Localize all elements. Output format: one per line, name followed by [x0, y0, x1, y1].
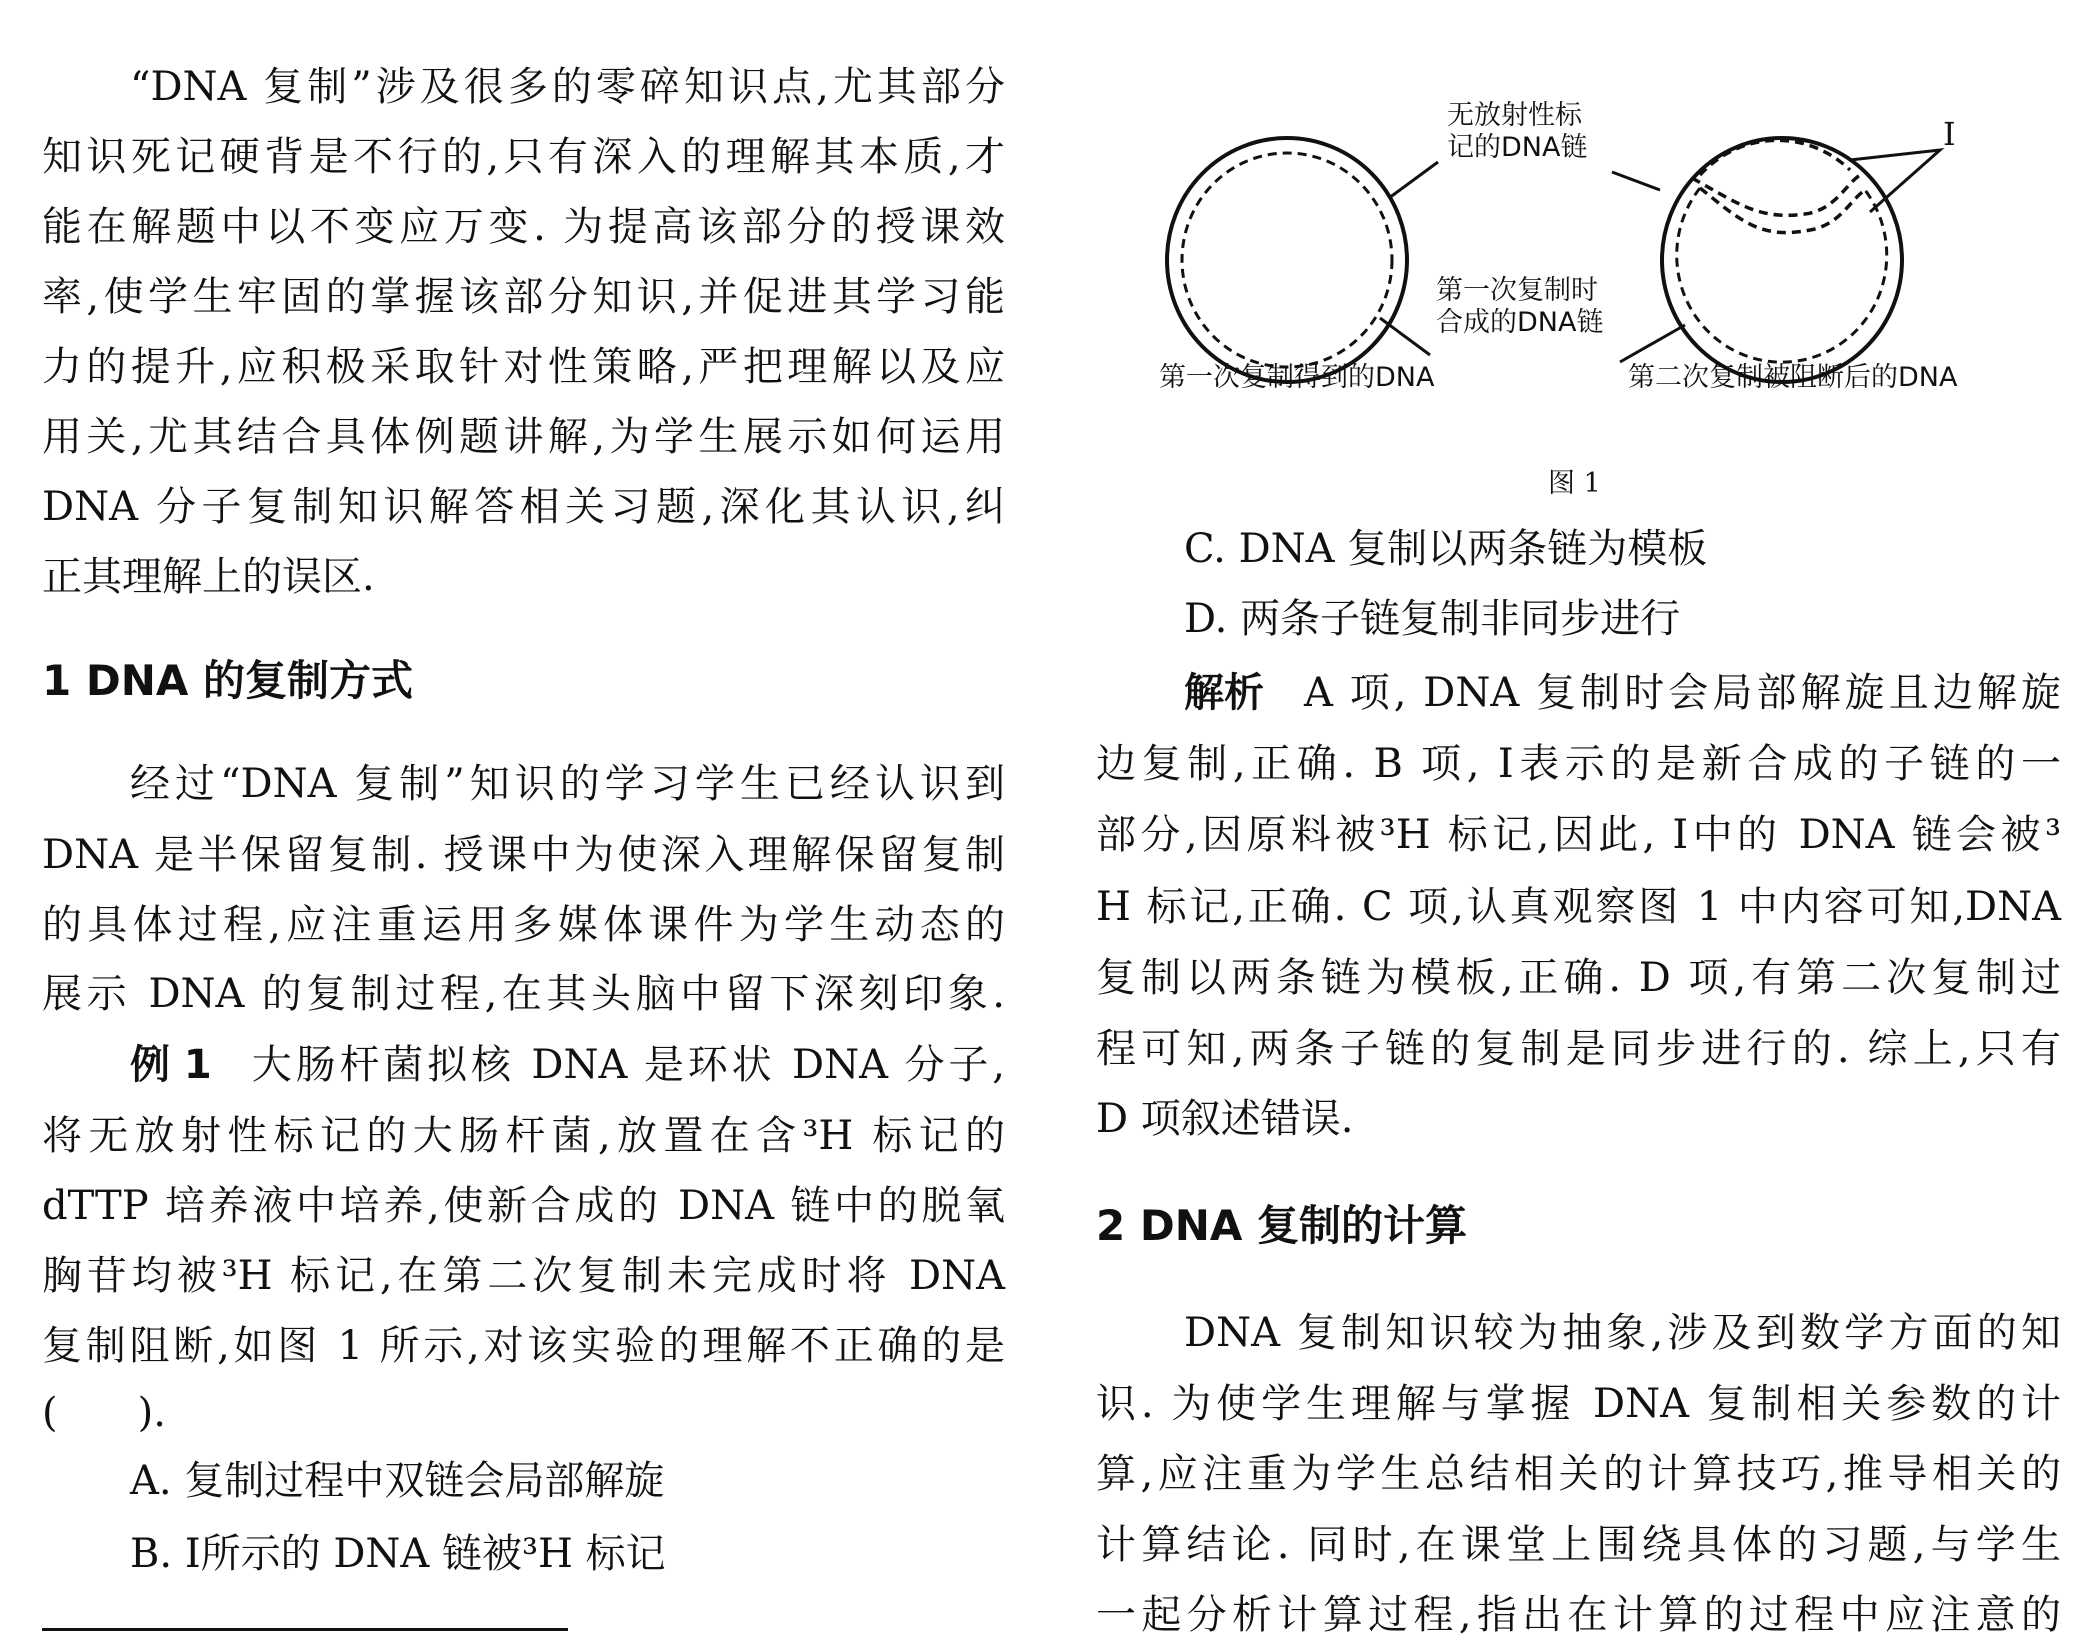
para-line: 计算结论. 同时,在课堂上围绕具体的习题,与学生	[1096, 1522, 2061, 1568]
caption-left-dna: 第一次复制得到的DNA	[1159, 362, 1435, 393]
intro-line: DNA 分子复制知识解答相关习题,深化其认识,纠	[42, 484, 1005, 530]
option-c: C. DNA 复制以两条链为模板	[1184, 526, 1708, 572]
second-dna-outer-strand	[1662, 138, 1902, 382]
analysis-line: H 标记,正确. C 项,认真观察图 1 中内容可知,DNA	[1096, 884, 2061, 930]
analysis-line: 复制以两条链为模板,正确. D 项,有第二次复制过	[1096, 955, 2061, 1001]
analysis-line: A 项, DNA 复制时会局部解旋且边解旋	[1304, 670, 2061, 716]
caption-right-dna: 第二次复制被阻断后的DNA	[1628, 362, 1958, 393]
intro-line: 正其理解上的误区.	[42, 554, 375, 600]
intro-line: 能在解题中以不变应万变. 为提高该部分的授课效	[42, 204, 1005, 250]
example-line: 胸苷均被³H 标记,在第二次复制未完成时将 DNA	[42, 1253, 1005, 1299]
label-first-synth-1: 第一次复制时	[1436, 275, 1598, 306]
first-dna-inner-strand	[1182, 153, 1392, 367]
label-first-synth-2: 合成的DNA链	[1436, 307, 1604, 338]
analysis-line: 程可知,两条子链的复制是同步进行的. 综上,只有	[1096, 1026, 2061, 1072]
analysis-label: 解析	[1184, 670, 1264, 716]
example-line: dTTP 培养液中培养,使新合成的 DNA 链中的脱氧	[42, 1183, 1005, 1229]
option-b: B. Ⅰ所示的 DNA 链被³H 标记	[130, 1531, 666, 1577]
label-unlabeled-strand-1: 无放射性标	[1447, 100, 1582, 131]
example-line: 大肠杆菌拟核 DNA 是环状 DNA 分子,	[251, 1042, 1005, 1088]
intro-line: “DNA 复制”涉及很多的零碎知识点,尤其部分	[130, 64, 1005, 110]
intro-line: 力的提升,应积极采取针对性策略,严把理解以及应	[42, 344, 1005, 390]
para-line: 的具体过程,应注重运用多媒体课件为学生动态的	[42, 902, 1005, 948]
first-dna-outer-strand	[1167, 138, 1407, 382]
para-line: 一起分析计算过程,指出在计算的过程中应注意的	[1096, 1592, 2061, 1638]
intro-line: 用关,尤其结合具体例题讲解,为学生展示如何运用	[42, 414, 1005, 460]
pointer-line	[1389, 162, 1438, 198]
para-line: 算,应注重为学生总结相关的计算技巧,推导相关的	[1096, 1451, 2061, 1497]
roman-i-arrows	[1850, 150, 1940, 212]
para-line: 识. 为使学生理解与掌握 DNA 复制相关参数的计	[1096, 1381, 2061, 1427]
para-line: DNA 是半保留复制. 授课中为使深入理解保留复制	[42, 832, 1005, 878]
example-line: 复制阻断,如图 1 所示,对该实验的理解不正确的是	[42, 1323, 1005, 1369]
analysis-line: 部分,因原料被³H 标记,因此, Ⅰ中的 DNA 链会被³	[1096, 812, 2061, 858]
analysis-line: 边复制,正确. B 项, Ⅰ表示的是新合成的子链的一	[1096, 741, 2061, 787]
para-line: 展示 DNA 的复制过程,在其头脑中留下深刻印象.	[42, 971, 1005, 1017]
para-line: DNA 复制知识较为抽象,涉及到数学方面的知	[1184, 1310, 2061, 1356]
figure-title: 图 1	[1548, 468, 1601, 499]
intro-line: 率,使学生牢固的掌握该部分知识,并促进其学习能	[42, 274, 1005, 320]
option-d: D. 两条子链复制非同步进行	[1184, 596, 1681, 642]
label-unlabeled-strand-2: 记的DNA链	[1447, 132, 1588, 163]
option-a: A. 复制过程中双链会局部解旋	[130, 1458, 665, 1504]
section-heading-1: 1 DNA 的复制方式	[42, 656, 413, 705]
para-line: 经过“DNA 复制”知识的学习学生已经认识到	[130, 761, 1005, 807]
pointer-line	[1612, 172, 1660, 190]
analysis-line: D 项叙述错误.	[1096, 1096, 1354, 1142]
footnote-divider	[42, 1628, 568, 1631]
example-line: 将无放射性标记的大肠杆菌,放置在含³H 标记的	[42, 1113, 1005, 1159]
pointer-line	[1380, 318, 1430, 355]
section-heading-2: 2 DNA 复制的计算	[1096, 1201, 1467, 1250]
example-label: 例 1	[130, 1042, 212, 1088]
label-roman-i: I	[1943, 115, 1956, 153]
analysis-first-line	[1184, 668, 2061, 718]
example-first-line	[130, 1040, 1005, 1090]
answer-blank: ( ).	[42, 1390, 166, 1436]
pointer-line	[1620, 325, 1685, 362]
new-strand-branch	[1692, 175, 1860, 215]
intro-line: 知识死记硬背是不行的,只有深入的理解其本质,才	[42, 134, 1005, 180]
